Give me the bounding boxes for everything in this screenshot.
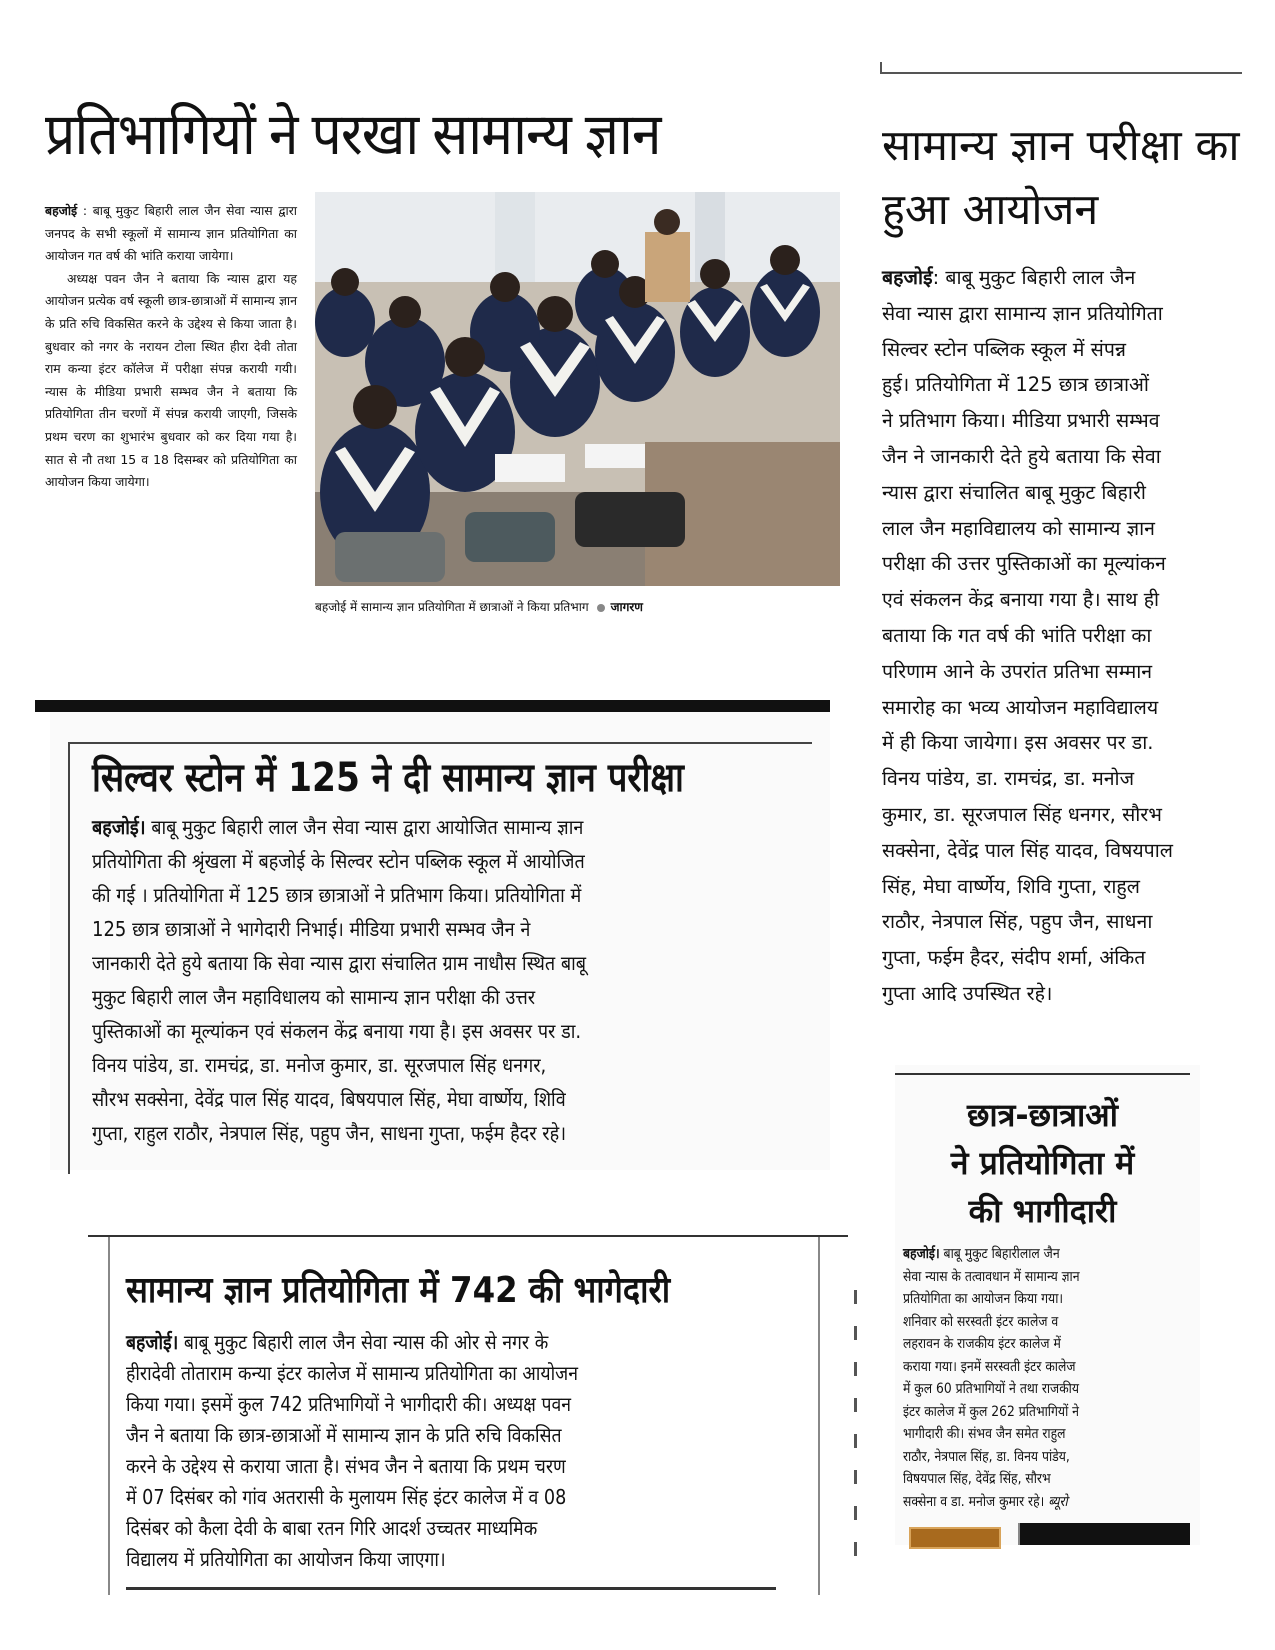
text-line: एवं संकलन केंद्र बनाया गया है। साथ ही bbox=[882, 588, 1160, 612]
text-line: राठौर, नेत्रपाल सिंह, पहुप जैन, साधना bbox=[882, 910, 1153, 934]
text-line: हीरादेवी तोताराम कन्या इंटर कालेज में सामान्य प्रतियोगिता का आयोजन bbox=[126, 1361, 578, 1385]
text-line: भागीदारी की। संभव जैन समेत राहुल bbox=[903, 1426, 1066, 1442]
text-line: में कुल 60 प्रतिभागियों ने तथा राजकीय bbox=[903, 1381, 1079, 1397]
dateline: बहजोई bbox=[45, 203, 78, 218]
text-line: लहरावन के राजकीय इंटर कालेज में bbox=[903, 1336, 1061, 1352]
text-line: की गई । प्रतियोगिता में 125 छात्र छात्राओं ने प्रतिभाग किया। प्रतियोगिता में bbox=[92, 883, 582, 907]
text-line: करने के उद्देश्य से कराया जाता है। संभव जैन ने बताया कि प्रथम चरण bbox=[126, 1454, 566, 1478]
text-line: गुप्ता, राहुल राठौर, नेत्रपाल सिंह, पहुप जैन, साधना गुप्ता, फईम हैदर रहे। bbox=[92, 1121, 567, 1145]
text-line: कराया गया। इनमें सरस्वती इंटर कालेज bbox=[903, 1358, 1076, 1375]
text-line: पुस्तिकाओं का मूल्यांकन एवं संकलन केंद्र बनाया गया है। इस अवसर पर डा. bbox=[92, 1019, 582, 1043]
clipping-exam-event bbox=[880, 62, 1260, 1007]
text-line: दिसंबर को कैला देवी के बाबा रतन गिरि आदर्श उच्चतर माध्यमिक bbox=[126, 1516, 538, 1540]
text-line: जानकारी देते हुये बताया कि सेवा न्यास द्वारा संचालित ग्राम नाधौस स्थित बाबू bbox=[92, 951, 587, 975]
text-line: विद्यालय में प्रतियोगिता का आयोजन किया जाएगा। bbox=[126, 1547, 446, 1571]
exam-event-body bbox=[882, 260, 1240, 1012]
text-segment: बाबू मुकुट बिहारी लाल जैन सेवा न्यास द्वारा आयोजित सामान्य ज्ञान bbox=[145, 815, 584, 839]
text-line: राठौर, नेत्रपाल सिंह, डा. विनय पांडेय, bbox=[903, 1448, 1070, 1465]
cut-off-graphic bbox=[1018, 1523, 1190, 1545]
text-line: सौरभ सक्सेना, देवेंद्र पाल सिंह यादव, बिषयपाल सिंह, मेघा वार्ष्णेय, शिवि bbox=[92, 1087, 566, 1111]
text-line: जैन ने बताया कि छात्र-छात्राओं में सामान्य ज्ञान के प्रति रुचि विकसित bbox=[126, 1423, 562, 1447]
text-line bbox=[92, 810, 749, 844]
silver-stone-body bbox=[92, 810, 822, 1150]
text-line: में 07 दिसंबर को गांव अतरासी के मुलायम सिंह इंटर कालेज में व 08 bbox=[126, 1485, 567, 1509]
text-line: सिल्वर स्टोन पब्लिक स्कूल में संपन्न bbox=[882, 337, 1127, 361]
photo-caption bbox=[315, 598, 855, 616]
text-segment: बाबू मुकुट बिहारीलाल जैन bbox=[939, 1246, 1060, 1262]
text-line bbox=[903, 1491, 1149, 1514]
silver-stone-headline: सिल्वर स्टोन में 125 ने दी सामान्य ज्ञान परीक्षा bbox=[92, 755, 684, 801]
students-exam-photo bbox=[315, 192, 840, 586]
text-line bbox=[126, 1327, 733, 1358]
dateline: बहजोई। bbox=[126, 1330, 179, 1354]
text-line: प्रतियोगिता का आयोजन किया गया। bbox=[903, 1291, 1064, 1307]
participation-body bbox=[903, 1243, 1183, 1513]
paragraph: : बाबू मुकुट बिहारी लाल जैन सेवा न्यास द्वारा जनपद के सभी स्कूलों में सामान्य ज्ञान प्रतियोगिता का आयोजन गत वर्ष की भांति कराया जायेगा। bbox=[45, 203, 297, 264]
clipping-top-rule bbox=[88, 1235, 848, 1237]
classroom-photo-illustration bbox=[315, 192, 840, 586]
text-line: विनय पांडेय, डा. रामचंद्र, डा. मनोज bbox=[882, 767, 1135, 791]
caption-text: बहजोई में सामान्य ज्ञान प्रतियोगिता में छात्राओं ने किया प्रतिभाग bbox=[315, 600, 589, 614]
text-line: परिणाम आने के उपरांत प्रतिभा सम्मान bbox=[882, 659, 1153, 683]
headline-line: छात्र-छात्राओं bbox=[966, 1096, 1119, 1134]
dateline: बहजोई। bbox=[903, 1246, 940, 1262]
clipping-top-border bbox=[35, 700, 830, 712]
text-line: मुकुट बिहारी लाल जैन महाविधालय को सामान्य ज्ञान परीक्षा की उत्तर bbox=[92, 985, 536, 1009]
text-line: 125 छात्र छात्राओं ने भागेदारी निभाई। मीडिया प्रभारी सम्भव जैन ने bbox=[92, 917, 531, 941]
text-line: बताया कि गत वर्ष की भांति परीक्षा का bbox=[882, 623, 1152, 647]
main-headline: प्रतिभागियों ने परखा सामान्य ज्ञान bbox=[45, 102, 661, 167]
clipping-right-rule bbox=[818, 1237, 820, 1595]
clipping-silver-stone bbox=[50, 712, 830, 1170]
text-line: किया गया। इसमें कुल 742 प्रतिभागियों ने भागीदारी की। अध्यक्ष पवन bbox=[126, 1392, 572, 1416]
text-line: जैन ने जानकारी देते हुये बताया कि सेवा bbox=[882, 444, 1161, 468]
headline-line: ने प्रतियोगिता में bbox=[950, 1144, 1135, 1182]
742-headline: सामान्य ज्ञान प्रतियोगिता में 742 की भागेदारी bbox=[126, 1270, 671, 1311]
bullet-dot-icon bbox=[597, 604, 605, 612]
text-line: कुमार, डा. सूरजपाल सिंह धनगर, सौरभ bbox=[882, 802, 1162, 826]
text-line: ने प्रतिभाग किया। मीडिया प्रभारी सम्भव bbox=[882, 409, 1160, 433]
text-segment: सक्सेना व डा. मनोज कुमार रहे। bbox=[903, 1493, 1045, 1510]
text-segment: : बाबू मुकुट बिहारी लाल जैन bbox=[932, 266, 1136, 289]
byline: ब्यूरो bbox=[1048, 1493, 1068, 1510]
exam-event-headline: सामान्य ज्ञान परीक्षा का हुआ आयोजन bbox=[882, 121, 1240, 235]
dateline: बहजोई। bbox=[92, 815, 146, 839]
text-line: गुप्ता आदि उपस्थित रहे। bbox=[882, 981, 1053, 1005]
text-line: सेवा न्यास द्वारा सामान्य ज्ञान प्रतियोगिता bbox=[882, 301, 1163, 325]
text-line: सक्सेना, देवेंद्र पाल सिंह यादव, विषयपाल bbox=[882, 838, 1174, 862]
headline-line: की भागीदारी bbox=[968, 1192, 1117, 1230]
text-line: में ही किया जायेगा। इस अवसर पर डा. bbox=[882, 731, 1154, 755]
text-line: प्रतियोगिता की श्रृंखला में बहजोई के सिल्वर स्टोन पब्लिक स्कूल में आयोजित bbox=[92, 849, 585, 873]
adjacent-column-fragment bbox=[850, 1290, 862, 1590]
clipping-left-rule bbox=[108, 1237, 110, 1595]
text-line: लाल जैन महाविद्यालय को सामान्य ज्ञान bbox=[882, 516, 1156, 540]
photo-credit: जागरण bbox=[610, 600, 643, 614]
742-body bbox=[126, 1327, 816, 1575]
main-article-body bbox=[45, 200, 297, 494]
text-line: परीक्षा की उत्तर पुस्तिकाओं का मूल्यांकन bbox=[882, 552, 1166, 576]
text-line bbox=[903, 1243, 1149, 1266]
text-line: विनय पांडेय, डा. रामचंद्र, डा. मनोज कुमार, डा. सूरजपाल सिंह धनगर, bbox=[92, 1053, 547, 1077]
clipping-participation bbox=[895, 1065, 1200, 1545]
cut-off-text-edge bbox=[126, 1587, 776, 1598]
text-line: गुप्ता, फईम हैदर, संदीप शर्मा, अंकित bbox=[882, 946, 1146, 970]
participation-headline bbox=[895, 1091, 1190, 1235]
text-line: सिंह, मेघा वार्ष्णेय, शिवि गुप्ता, राहुल bbox=[882, 874, 1140, 898]
text-line: हुई। प्रतियोगिता में 125 छात्र छात्राओं bbox=[882, 373, 1149, 397]
text-line: शनिवार को सरस्वती इंटर कालेज व bbox=[903, 1313, 1059, 1330]
text-line: समारोह का भव्य आयोजन महाविद्यालय bbox=[882, 695, 1159, 719]
paragraph: अध्यक्ष पवन जैन ने बताया कि न्यास द्वारा यह आयोजन प्रत्येक वर्ष स्कूली छात्र-छात्राओं में सामान्य ज्ञान के प्रति रुचि विकसित करने के उद्देश्य से किया जाता है। बुधवार को नगर के नरायन टोला स्थित हीरा देवी तोता राम कन्या इंटर कॉलेज में परीक्षा संपन्न करायी गयी। न्यास के मीडिया प्रभारी सम्भव जैन ने बताया कि प्रतियोगिता तीन चरणों में संपन्न करायी जाएगी, जिसके प्रथम चरण का शुभारंभ बुधवार को कर दिया गया है। सात से नौ तथा 15 व 18 दिसम्बर को प्रतियोगिता का आयोजन किया जायेगा। bbox=[45, 270, 297, 490]
text-line: न्यास द्वारा संचालित बाबू मुकुट बिहारी bbox=[882, 480, 1146, 504]
text-line bbox=[882, 260, 1240, 296]
dateline: बहजोई bbox=[882, 266, 933, 289]
clipping-frame bbox=[880, 62, 1242, 74]
text-line: विषयपाल सिंह, देवेंद्र सिंह, सौरभ bbox=[903, 1471, 1051, 1487]
cut-off-graphic bbox=[909, 1527, 1001, 1549]
text-segment: बाबू मुकुट बिहारी लाल जैन सेवा न्यास की ओर से नगर के bbox=[178, 1330, 549, 1354]
text-line: इंटर कालेज में कुल 262 प्रतिभागियों ने bbox=[903, 1403, 1080, 1420]
clipping-top-rule bbox=[895, 1073, 1190, 1075]
text-line: सेवा न्यास के तत्वावधान में सामान्य ज्ञान bbox=[903, 1268, 1080, 1285]
clipping-742 bbox=[70, 1235, 850, 1595]
